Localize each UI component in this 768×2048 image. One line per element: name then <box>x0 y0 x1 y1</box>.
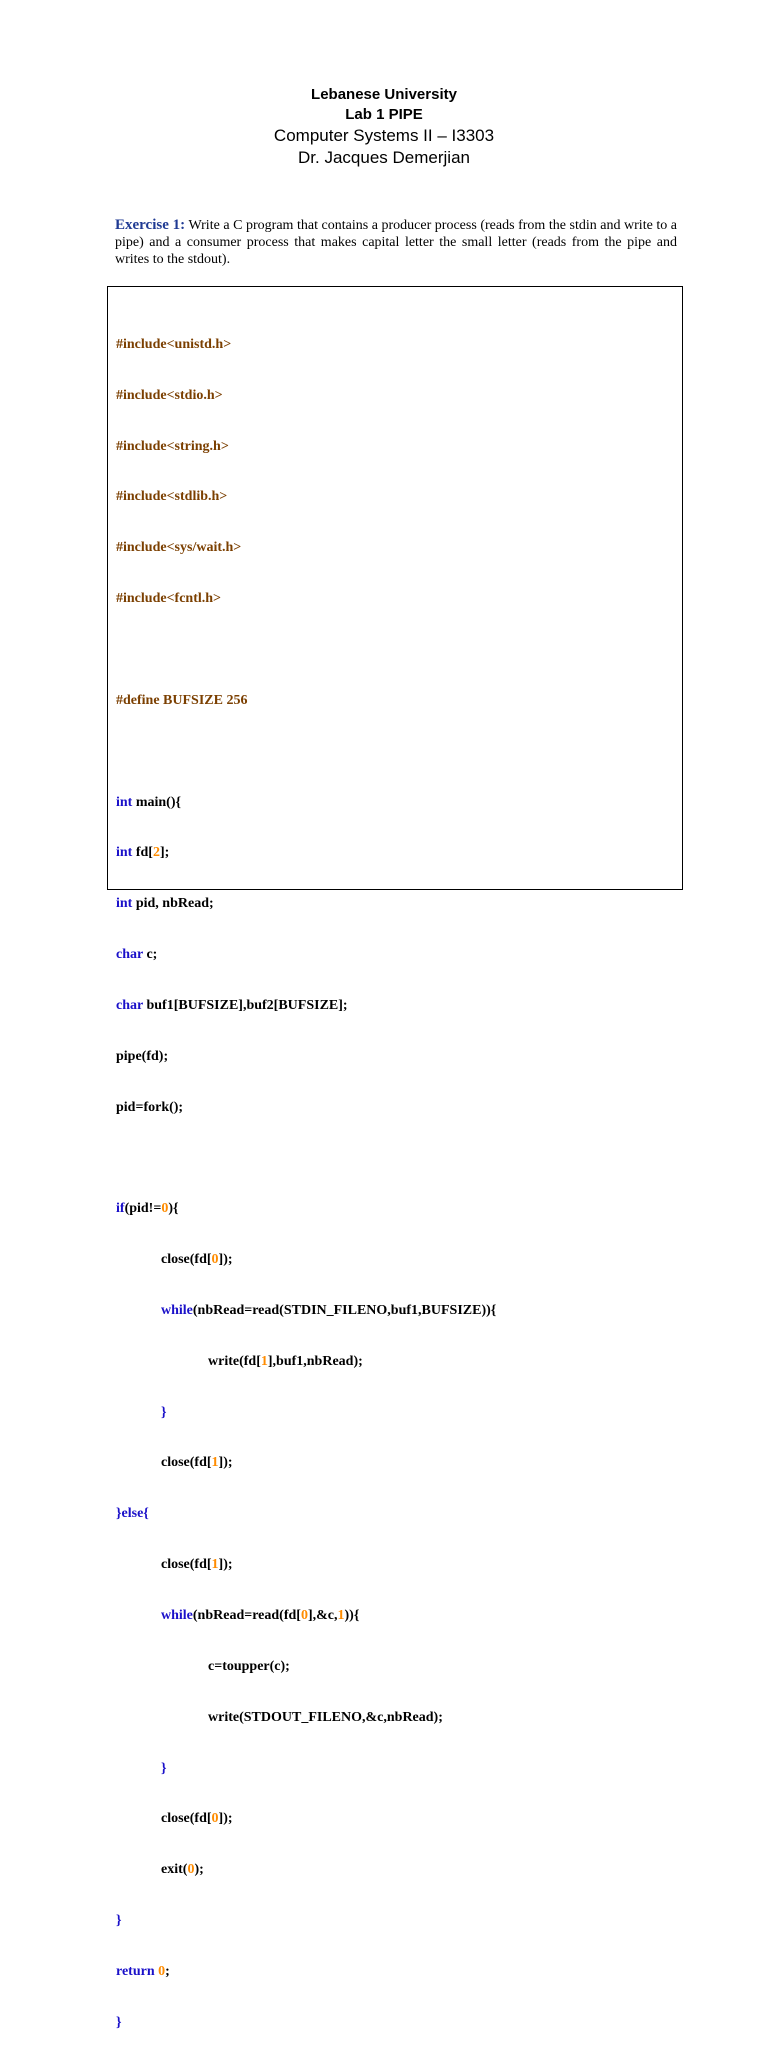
exercise-label: Exercise 1: <box>115 217 186 233</box>
code-number: 2 <box>152 845 160 861</box>
code-line: #include<string.h> <box>116 438 229 454</box>
code-line: }else{ <box>116 1506 149 1522</box>
code-line <box>116 1862 496 1879</box>
code-keyword: int <box>116 794 133 810</box>
code-number: 0 <box>158 1963 166 1979</box>
code-line: c=toupper(c); <box>208 1658 290 1674</box>
code-text: close(fd[ <box>161 1557 212 1573</box>
code-text: main(){ <box>132 794 182 810</box>
code-listing-box <box>107 286 683 2030</box>
code-line: #include<stdio.h> <box>116 387 223 403</box>
code-text: ); <box>194 1862 204 1878</box>
code-line <box>116 1303 496 1320</box>
code-text: c; <box>142 947 158 963</box>
code-text: (nbRead=read(STDIN_FILENO,buf1,BUFSIZE)){ <box>192 1302 497 1318</box>
university-name: Lebanese University <box>311 86 457 103</box>
code-listing <box>116 303 496 2048</box>
instructor-name: Dr. Jacques Demerjian <box>298 148 470 167</box>
code-keyword: if <box>116 1201 125 1217</box>
code-text: ]); <box>218 1252 233 1268</box>
code-line: pid=fork(); <box>116 1099 184 1115</box>
code-line: #include<fcntl.h> <box>116 591 222 607</box>
code-line <box>116 1455 496 1472</box>
code-text: ]); <box>218 1455 233 1471</box>
code-line <box>116 1557 496 1574</box>
exercise-text: Write a C program that contains a producer process (reads from the stdin and write to a pipe) and a consumer process that makes capital letter the small letter (reads from the pipe and writes to the stdout). <box>115 218 678 267</box>
code-text: ],buf1,nbRead); <box>267 1353 363 1369</box>
code-line <box>116 998 496 1015</box>
course-title: Computer Systems II – I3303 <box>273 126 495 145</box>
code-line: } <box>161 1404 167 1420</box>
code-number: 0 <box>161 1201 169 1217</box>
code-keyword: while <box>161 1608 193 1623</box>
code-text: fd[ <box>132 845 153 861</box>
code-line <box>116 795 496 812</box>
code-line <box>116 845 496 862</box>
code-text: ]); <box>218 1557 233 1573</box>
code-line: #include<stdlib.h> <box>116 489 228 505</box>
code-number: 1 <box>211 1557 219 1573</box>
code-text: close(fd[ <box>161 1455 212 1471</box>
code-line <box>116 1811 496 1828</box>
code-text: ],&c, <box>307 1608 338 1623</box>
code-keyword: char <box>116 947 143 963</box>
code-text: buf1[BUFSIZE],buf2[BUFSIZE]; <box>142 997 348 1013</box>
code-number: 0 <box>300 1608 308 1623</box>
code-text: close(fd[ <box>161 1811 212 1827</box>
code-line <box>116 1608 496 1625</box>
code-text: exit( <box>161 1862 188 1878</box>
code-text: write(fd[ <box>208 1353 261 1369</box>
exercise-statement <box>115 217 677 268</box>
code-number: 0 <box>187 1862 195 1878</box>
code-line: #define BUFSIZE 256 <box>116 692 248 708</box>
code-line: pipe(fd); <box>116 1048 169 1064</box>
code-text: (pid!= <box>124 1201 162 1217</box>
code-text: (nbRead=read(fd[ <box>192 1608 301 1623</box>
code-keyword: char <box>116 997 143 1013</box>
code-text: ]); <box>218 1811 233 1827</box>
code-line <box>116 1252 496 1269</box>
code-text: )){ <box>344 1608 360 1623</box>
code-keyword: int <box>116 845 133 861</box>
code-line: #include<unistd.h> <box>116 336 232 352</box>
code-line <box>116 896 496 913</box>
code-text: ){ <box>168 1201 179 1217</box>
code-line <box>116 1354 496 1371</box>
document-header <box>0 85 768 169</box>
code-number: 1 <box>260 1353 268 1369</box>
code-line: } <box>161 1760 167 1776</box>
code-number: 0 <box>211 1252 219 1268</box>
lab-title: Lab 1 PIPE <box>345 106 423 123</box>
code-blank-line <box>116 744 496 761</box>
code-line: write(STDOUT_FILENO,&c,nbRead); <box>208 1709 443 1725</box>
code-text: ; <box>165 1963 170 1979</box>
code-blank-line <box>116 642 496 659</box>
code-blank-line <box>116 1150 496 1167</box>
code-keyword: return <box>116 1963 155 1979</box>
code-number: 0 <box>211 1811 219 1827</box>
code-line <box>116 1964 496 1981</box>
code-text: close(fd[ <box>161 1252 212 1268</box>
code-text: pid, nbRead; <box>132 896 214 912</box>
code-number: 1 <box>337 1608 345 1623</box>
code-line: #include<sys/wait.h> <box>116 540 242 556</box>
code-line <box>116 1201 496 1218</box>
code-keyword: while <box>161 1302 193 1318</box>
code-line: } <box>116 2014 122 2030</box>
code-number: 1 <box>211 1455 219 1471</box>
code-line <box>116 947 496 964</box>
code-text: ]; <box>159 845 170 861</box>
code-keyword: int <box>116 896 133 912</box>
code-line: } <box>116 1913 122 1929</box>
